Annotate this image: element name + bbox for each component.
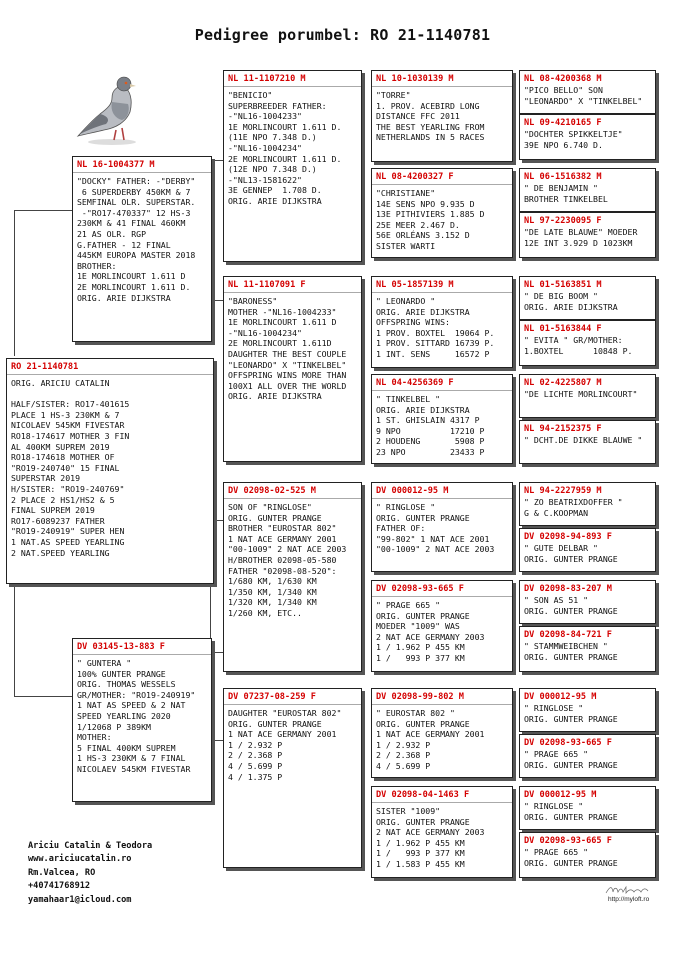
ggg-notes: " ZO BEATRIXDOFFER " G & C.KOOPMAN <box>524 497 623 518</box>
ggg-box <box>519 70 656 114</box>
ggg-notes: " PRAGE 665 " ORIG. GUNTER PRANGE <box>524 847 618 868</box>
ggg-notes: "DOCHTER SPIKKELTJE" 39E NPO 6.740 D. <box>524 129 623 150</box>
subject-box <box>6 358 214 584</box>
ggg-box <box>519 734 656 778</box>
pigeon-image <box>74 74 150 146</box>
ggg-box <box>519 168 656 212</box>
great-grandparent-box <box>371 688 513 778</box>
grandparent-notes: "BARONESS" MOTHER -"NL16-1004233" 1E MORLINCOURT 1.611 D -"NL16-1004234" 2E MORLINCOURT 1.611D DAUGHTER THE BEST COUPLE "LEONARDO" X "TINKELBEL" OFFSPRING WINS MORE THAN 100X1 ALL OVER THE WORLD ORIG. ARIE DIJKSTRA <box>228 296 347 402</box>
ggg-box <box>519 832 656 878</box>
subject-notes: ORIG. ARICIU CATALIN HALF/SISTER: RO17-401615 PLACE 1 HS-3 230KM & 7 NICOLAEV 545KM FIVESTAR RO18-174617 MOTHER 3 FIN AL 400KM SUPREM 2019 RO18-174618 MOTHER OF "RO19-240740" 15 FINAL SUPERSTAR 2019 H/SISTER: "RO19-240769" 2 PLACE 2 HS1/HS2 & 5 FINAL SUPREM 2019 RO17-6089237 FATHER "RO19-240919" SUPER HEN 1 NAT.AS SPEED YEARLING 2 NAT.SPEED YEARLING <box>11 378 130 558</box>
breeder-contact <box>28 840 152 907</box>
great-grandparent-ring: NL 08-4200327 F <box>376 172 454 182</box>
ggg-box <box>519 420 656 464</box>
breeder-website-link[interactable]: www.ariciucatalin.ro <box>28 854 132 865</box>
grandparent-notes: "BENICIO" SUPERBREEDER FATHER: -"NL16-1004233" 1E MORLINCOURT 1.611 D. (11E NPO 7.348 D.) -"NL16-1004234" 2E MORLINCOURT 1.611 D. (12E NPO 7.348 D.) -"NL13-1581622" 3E GENNEP 1.708 D. ORIG. ARIE DIJKSTRA <box>228 90 342 206</box>
great-grandparent-notes: " PRAGE 665 " ORIG. GUNTER PRANGE MOEDER "1009" WAS 2 NAT ACE GERMANY 2003 1 / 1.962 P 455 KM 1 / 993 P 377 KM <box>376 600 485 663</box>
grandparent-ring: DV 07237-08-259 F <box>228 692 316 702</box>
great-grandparent-notes: "TORRE" 1. PROV. ACEBIRD LONG DISTANCE FFC 2011 THE BEST YEARLING FROM NETHERLANDS IN 5 RACES <box>376 90 485 143</box>
grandparent-ring: NL 11-1107210 M <box>228 74 306 84</box>
ggg-notes: "PICO BELLO" SON "LEONARDO" X "TINKELBEL" <box>524 85 643 106</box>
ggg-ring: NL 97-2230095 F <box>524 216 602 226</box>
ggg-notes: " GUTE DELBAR " ORIG. GUNTER PRANGE <box>524 543 618 564</box>
ggg-box <box>519 374 656 418</box>
page-title: Pedigree porumbel: RO 21-1140781 <box>194 26 491 44</box>
mother-notes: " GUNTERA " 100% GUNTER PRANGE ORIG. THOMAS WESSELS GR/MOTHER: "RO19-240919" 1 NAT AS SPEED & 2 NAT SPEED YEARLING 2020 1/12068 P 389KM MOTHER: 5 FINAL 400KM SUPREM 1 HS-3 230KM & 7 FINAL NICOLAEV 545KM FIVESTAR <box>77 658 196 774</box>
ggg-notes: "DE LATE BLAUWE" MOEDER 12E INT 3.929 D 1023KM <box>524 227 638 248</box>
grandparent-ring: DV 02098-02-525 M <box>228 486 316 496</box>
grandparent-notes: DAUGHTER "EUROSTAR 802" ORIG. GUNTER PRANGE 1 NAT ACE GERMANY 2001 1 / 2.932 P 2 / 2.368 P 4 / 5.699 P 4 / 1.375 P <box>228 708 342 782</box>
ggg-box <box>519 580 656 624</box>
great-grandparent-ring: DV 02098-93-665 F <box>376 584 464 594</box>
watermark-url[interactable]: http://myloft.ro <box>608 896 650 903</box>
ggg-ring: DV 02098-84-721 F <box>524 630 612 640</box>
ggg-ring: NL 08-4200368 M <box>524 74 602 84</box>
great-grandparent-notes: " EUROSTAR 802 " ORIG. GUNTER PRANGE 1 NAT ACE GERMANY 2001 1 / 2.932 P 2 / 2.368 P 4 / 5.699 P <box>376 708 485 771</box>
ggg-notes: " RINGLOSE " ORIG. GUNTER PRANGE <box>524 801 618 822</box>
ggg-notes: " STAMMWEIBCHEN " ORIG. GUNTER PRANGE <box>524 641 618 662</box>
mother-box <box>72 638 212 802</box>
ggg-ring: NL 01-5163844 F <box>524 324 602 334</box>
great-grandparent-box <box>371 168 513 258</box>
ggg-ring: DV 02098-83-207 M <box>524 584 612 594</box>
breeder-email-link[interactable]: yamahaar1@icloud.com <box>28 894 132 905</box>
ggg-box <box>519 114 656 160</box>
ggg-box <box>519 626 656 672</box>
great-grandparent-ring: DV 000012-95 M <box>376 486 449 496</box>
ggg-notes: "DE LICHTE MORLINCOURT" <box>524 389 638 399</box>
subject-ring: RO 21-1140781 <box>11 362 79 372</box>
great-grandparent-notes: "CHRISTIANE" 14E SENS NPO 9.935 D 13E PITHIVIERS 1.885 D 25E MEER 2.467 D. 56E ORLÉANS 3.152 D SISTER WARTI <box>376 188 485 251</box>
ggg-box <box>519 482 656 526</box>
great-grandparent-notes: SISTER "1009" ORIG. GUNTER PRANGE 2 NAT ACE GERMANY 2003 1 / 1.962 P 455 KM 1 / 993 P 377 KM 1 / 1.583 P 455 KM <box>376 806 485 869</box>
ggg-box <box>519 320 656 366</box>
great-grandparent-notes: " TINKELBEL " ORIG. ARIE DIJKSTRA 1 ST. GHISLAIN 4317 P 9 NPO 17210 P 2 HOUDENG 5908 P 23 NPO 23433 P <box>376 394 485 457</box>
great-grandparent-box <box>371 482 513 572</box>
ggg-notes: " DCHT.DE DIKKE BLAUWE " <box>524 435 643 445</box>
ggg-notes: " PRAGE 665 " ORIG. GUNTER PRANGE <box>524 749 618 770</box>
father-box <box>72 156 212 342</box>
grandparent-box <box>223 276 362 462</box>
grandparent-box <box>223 482 362 672</box>
ggg-ring: NL 94-2152375 F <box>524 424 602 434</box>
great-grandparent-box <box>371 786 513 878</box>
signature-image <box>604 884 650 896</box>
great-grandparent-box <box>371 70 513 162</box>
father-notes: "DOCKY" FATHER: -"DERBY" 6 SUPERDERBY 450KM & 7 SEMFINAL OLR. SUPERSTAR. -"RO17-470337" 12 HS-3 230KM & 41 FINAL 460KM 21 AS OLR. RGP G.FATHER - 12 FINAL 445KM EUROPA MASTER 2018 BROTHER: 1E MORLINCOURT 1.611 D 2E MORLINCOURT 1.611 D. ORIG. ARIE DIJKSTRA <box>77 176 196 303</box>
breeder-phone: +40741768912 <box>28 881 91 892</box>
ggg-ring: NL 94-2227959 M <box>524 486 602 496</box>
ggg-ring: NL 02-4225807 M <box>524 378 602 388</box>
great-grandparent-ring: NL 05-1857139 M <box>376 280 454 290</box>
ggg-ring: DV 000012-95 M <box>524 790 597 800</box>
ggg-notes: " SON AS 51 " ORIG. GUNTER PRANGE <box>524 595 618 616</box>
ggg-ring: NL 09-4210165 F <box>524 118 602 128</box>
ggg-ring: NL 01-5163851 M <box>524 280 602 290</box>
ggg-ring: DV 02098-93-665 F <box>524 738 612 748</box>
grandparent-box <box>223 70 362 262</box>
ggg-ring: NL 06-1516382 M <box>524 172 602 182</box>
great-grandparent-ring: NL 10-1030139 M <box>376 74 454 84</box>
ggg-notes: " DE BIG BOOM " ORIG. ARIE DIJKSTRA <box>524 291 618 312</box>
great-grandparent-ring: NL 04-4256369 F <box>376 378 454 388</box>
ggg-box <box>519 528 656 572</box>
great-grandparent-notes: " RINGLOSE " ORIG. GUNTER PRANGE FATHER OF: "99-802" 1 NAT ACE 2001 "00-1009" 2 NAT ACE 2003 <box>376 502 495 555</box>
great-grandparent-box <box>371 580 513 672</box>
father-ring: NL 16-1004377 M <box>77 160 155 170</box>
great-grandparent-ring: DV 02098-99-802 M <box>376 692 464 702</box>
ggg-notes: " EVITA " GR/MOTHER: 1.BOXTEL 10848 P. <box>524 335 633 356</box>
grandparent-ring: NL 11-1107091 F <box>228 280 306 290</box>
great-grandparent-box <box>371 374 513 464</box>
great-grandparent-box <box>371 276 513 368</box>
ggg-ring: DV 02098-94-893 F <box>524 532 612 542</box>
ggg-notes: " DE BENJAMIN " BROTHER TINKELBEL <box>524 183 608 204</box>
ggg-ring: DV 02098-93-665 F <box>524 836 612 846</box>
ggg-box <box>519 688 656 732</box>
grandparent-box <box>223 688 362 868</box>
mother-ring: DV 03145-13-883 F <box>77 642 165 652</box>
breeder-name: Ariciu Catalin & Teodora <box>28 841 153 851</box>
ggg-box <box>519 212 656 258</box>
ggg-notes: " RINGLOSE " ORIG. GUNTER PRANGE <box>524 703 618 724</box>
great-grandparent-notes: " LEONARDO " ORIG. ARIE DIJKSTRA OFFSPRING WINS: 1 PROV. BOXTEL 19064 P. 1 PROV. SITTARD 16739 P. 1 INT. SENS 16572 P <box>376 296 495 359</box>
breeder-location: Rm.Valcea, RO <box>28 867 96 878</box>
ggg-ring: DV 000012-95 M <box>524 692 597 702</box>
ggg-box <box>519 276 656 320</box>
great-grandparent-ring: DV 02098-04-1463 F <box>376 790 470 800</box>
grandparent-notes: SON OF "RINGLOSE" ORIG. GUNTER PRANGE BROTHER "EUROSTAR 802" 1 NAT ACE GERMANY 2001 "00-1009" 2 NAT ACE 2003 H/BROTHER 02098-05-580 FATHER "02098-08-520": 1/680 KM, 1/630 KM 1/350 KM, 1/340 KM 1/320 KM, 1/340 KM 1/260 KM, ETC.. <box>228 502 347 618</box>
ggg-box <box>519 786 656 830</box>
